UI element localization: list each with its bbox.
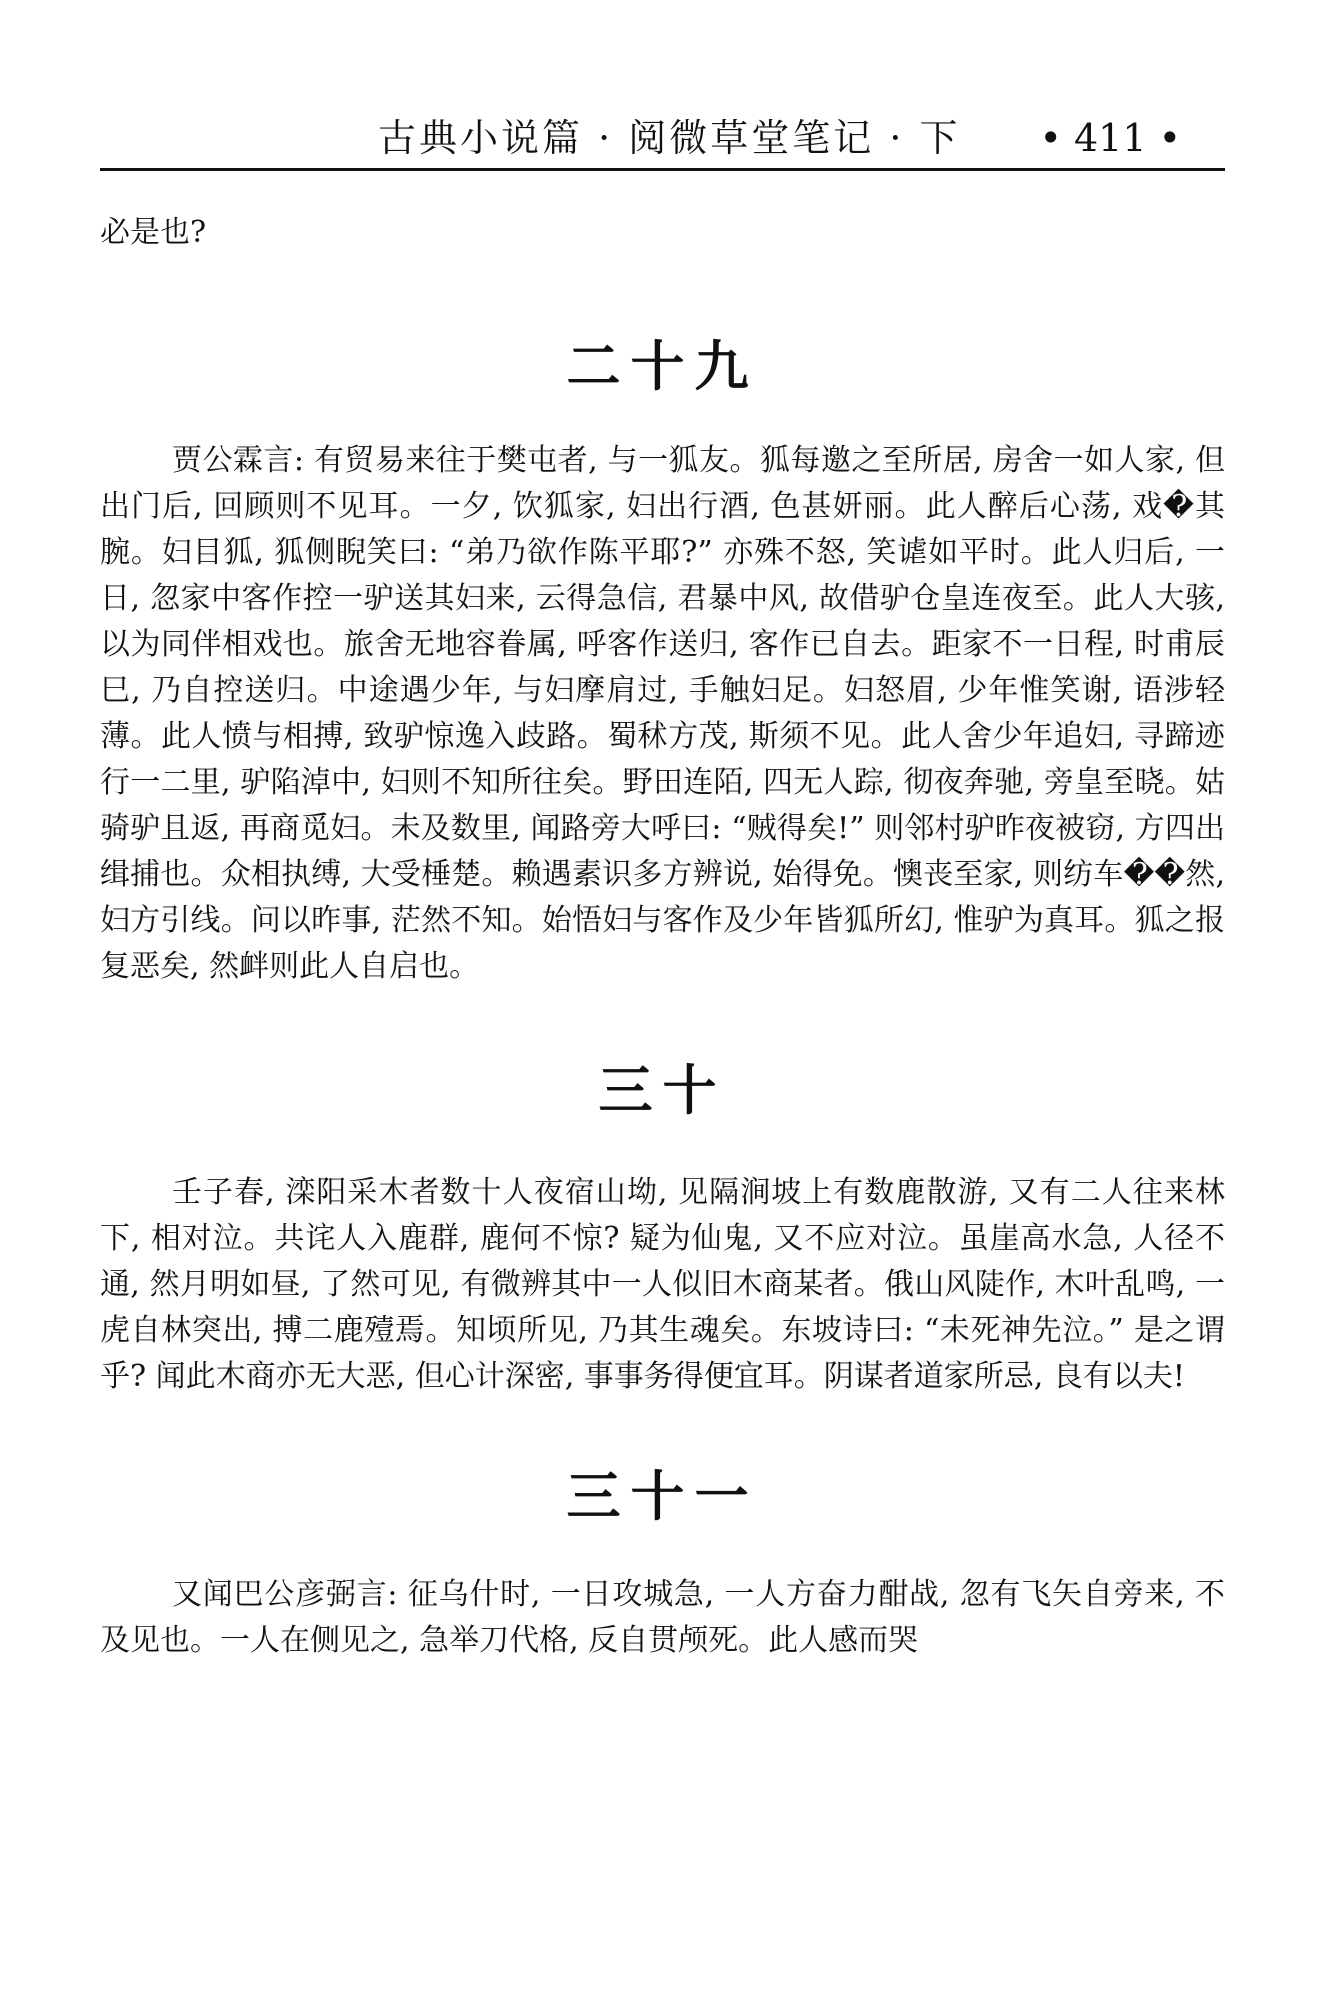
running-title: 古典小说篇 · 阅微草堂笔记 · 下 (378, 116, 961, 160)
section-text-30: 壬子春, 滦阳采木者数十人夜宿山坳, 见隔涧坡上有数鹿散游, 又有二人往来林下, 相对泣。共诧人入鹿群, 鹿何不惊? 疑为仙鬼, 又不应对泣。虽崖高水急, 人径不通, 然月明如昼, 了然可见, 有微辨其中一人似旧木商某者。俄山风陡作, 木叶乱鸣, 一虎自林突出, 搏二鹿殪焉。知顷所见, 乃其生魂矣。东坡诗曰: “未死神先泣。” 是之谓乎? 闻此木商亦无大恶, 但心计深密, 事事务得便宜耳。阴谋者道家所忌, 良有以夫! (100, 1175, 1225, 1394)
section-title-29: 二十九 (566, 335, 759, 398)
section-title-31: 三十一 (566, 1465, 759, 1528)
page-number: • 411 • (1039, 116, 1181, 160)
book-page (100, 0, 1225, 1997)
section-text-31: 又闻巴公彦弼言: 征乌什时, 一日攻城急, 一人方奋力酣战, 忽有飞矢自旁来, 不及见也。一人在侧见之, 急举刀代格, 反自贯颅死。此人感而哭 (100, 1577, 1225, 1658)
section-title-30: 三十 (598, 1059, 727, 1122)
page-content (100, 210, 1225, 1664)
carryover-paragraph: 必是也? (100, 215, 207, 250)
running-header (100, 108, 1225, 168)
section-text-29: 贾公霖言: 有贸易来往于樊屯者, 与一狐友。狐每邀之至所居, 房舍一如人家, 但出门后, 回顾则不见耳。一夕, 饮狐家, 妇出行酒, 色甚妍丽。此人醉后心荡, 戏�其腕。妇目狐, 狐侧睨笑曰: “弟乃欲作陈平耶?” 亦殊不怒, 笑谑如平时。此人归后, 一日, 忽家中客作控一驴送其妇来, 云得急信, 君暴中风, 故借驴仓皇连夜至。此人大骇, 以为同伴相戏也。旅舍无地容眷属, 呼客作送归, 客作已自去。距家不一日程, 时甫辰巳, 乃自控送归。中途遇少年, 与妇摩肩过, 手触妇足。妇怒眉, 少年惟笑谢, 语涉轻薄。此人愤与相搏, 致驴惊逸入歧路。蜀秫方茂, 斯须不见。此人舍少年追妇, 寻蹄迹行一二里, 驴陷淖中, 妇则不知所往矣。野田连陌, 四无人踪, 彻夜奔驰, 旁皇至晓。姑骑驴且返, 再商觅妇。未及数里, 闻路旁大呼曰: “贼得矣!” 则邻村驴昨夜被窃, 方四出缉捕也。众相执缚, 大受棰楚。赖遇素识多方辨说, 始得免。懊丧至家, 则纺车��然, 妇方引线。问以昨事, 茫然不知。始悟妇与客作及少年皆狐所幻, 惟驴为真耳。狐之报复恶矣, 然衅则此人自启也。 (100, 443, 1225, 984)
header-rule (100, 168, 1225, 171)
